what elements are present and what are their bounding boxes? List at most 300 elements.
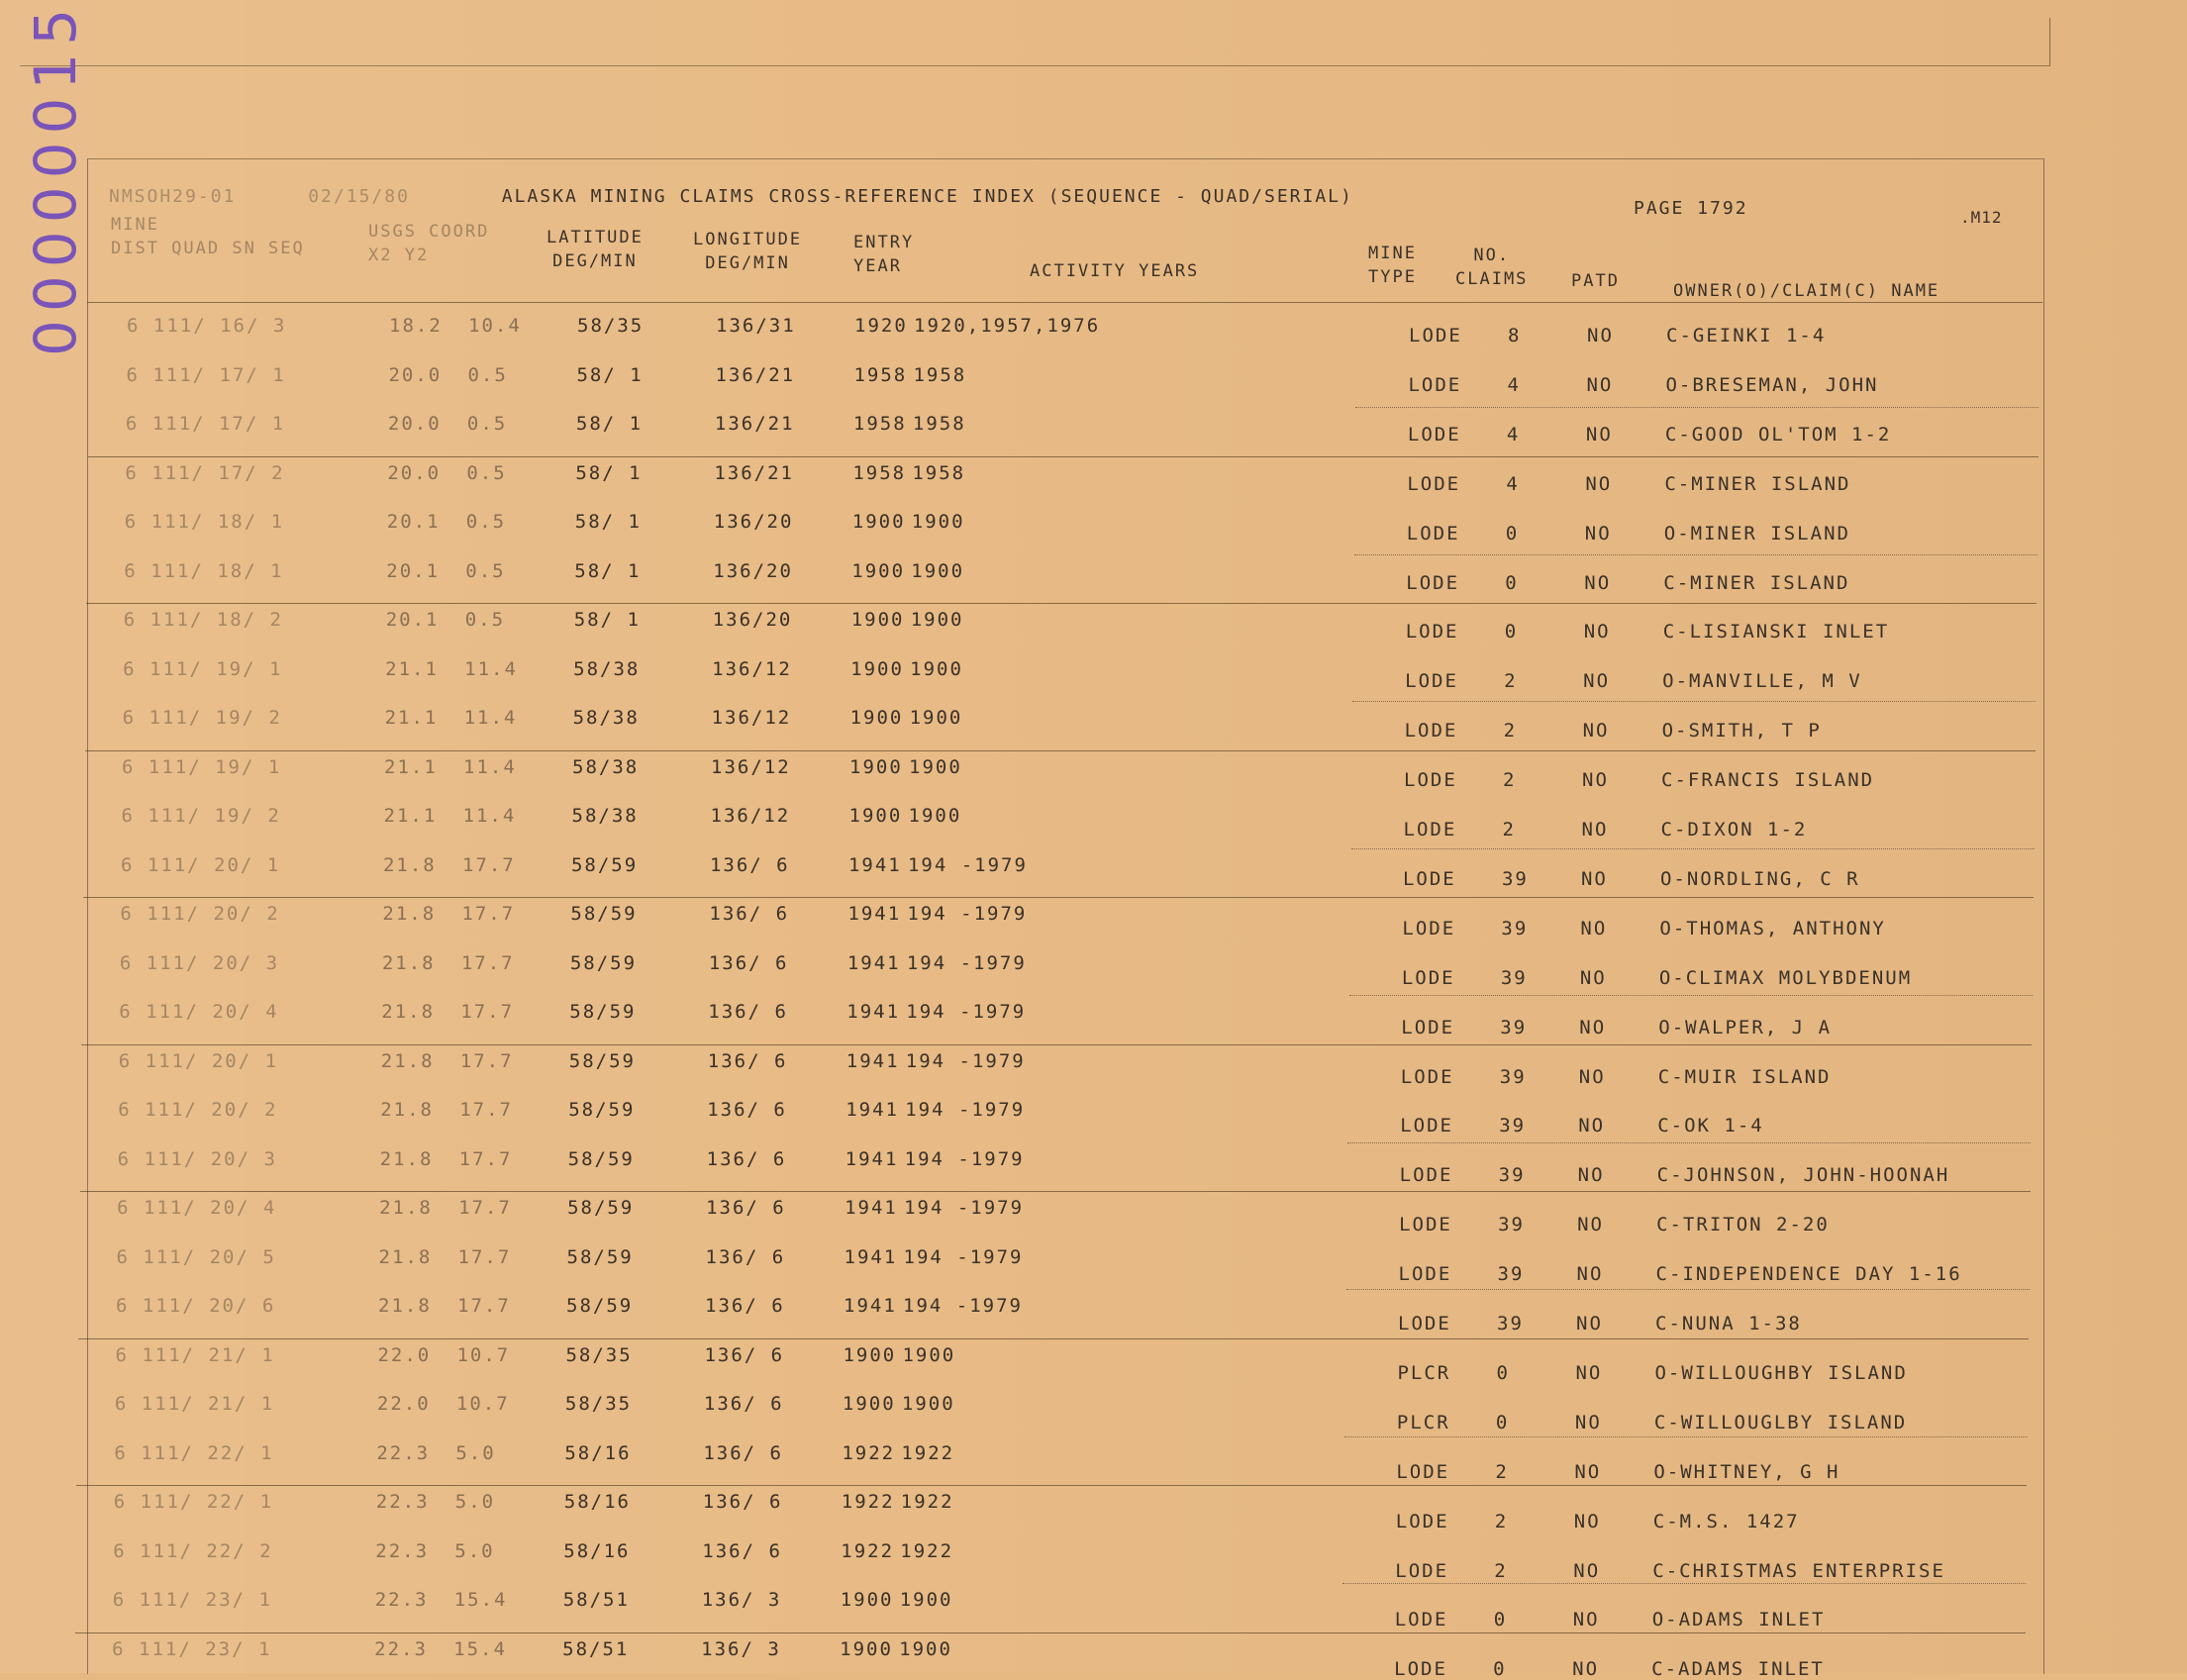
claims-count: 39: [1498, 1214, 1525, 1236]
patented: NO: [1573, 1559, 1601, 1582]
usgs-y2: 0.5: [466, 413, 508, 435]
col-claims-line2: CLAIMS: [1455, 269, 1529, 289]
usgs-x2: 20.0: [388, 363, 443, 386]
patented: NO: [1583, 670, 1611, 693]
activity-years: 1900: [901, 1393, 955, 1415]
table-row: [114, 1442, 2094, 1482]
owner-claim-name: O-NORDLING, C R: [1659, 867, 1860, 890]
longitude: 136/ 6: [707, 1049, 788, 1072]
col-usgs-line1: USGS COORD: [368, 222, 490, 242]
activity-years: 1900: [909, 755, 962, 778]
usgs-x2: 20.0: [387, 461, 442, 484]
longitude: 136/ 6: [708, 1001, 788, 1023]
page-code: .M12: [1960, 208, 2003, 227]
col-lat-line2: DEG/MIN: [552, 251, 638, 271]
longitude: 136/12: [711, 755, 791, 778]
row-rule: [86, 603, 2037, 604]
latitude: 58/ 1: [573, 609, 641, 631]
table-row: [122, 805, 2102, 844]
usgs-y2: 0.5: [464, 609, 506, 631]
mine-id: 6 111/ 17/ 1: [126, 363, 286, 386]
entry-year: 1900: [843, 1343, 897, 1366]
latitude: 58/35: [564, 1393, 633, 1415]
usgs-x2: 18.2: [389, 315, 443, 337]
mine-id: 6 111/ 20/ 3: [119, 951, 280, 974]
patented: NO: [1583, 621, 1611, 643]
row-dotted-rule: [1344, 1436, 2028, 1437]
patented: NO: [1574, 1411, 1602, 1433]
activity-years: 1958: [913, 363, 967, 386]
row-dotted-rule: [1342, 1583, 2026, 1584]
activity-years: 194 -1979: [903, 1295, 1023, 1317]
usgs-x2: 21.8: [382, 903, 437, 925]
latitude: 58/59: [570, 903, 638, 925]
owner-claim-name: C-NUNA 1-38: [1655, 1313, 1802, 1334]
activity-years: 194 -1979: [904, 1147, 1025, 1170]
mine-type: LODE: [1401, 1016, 1455, 1038]
usgs-x2: 21.8: [380, 1099, 434, 1121]
mine-type: PLCR: [1396, 1411, 1450, 1433]
usgs-x2: 21.8: [381, 1001, 436, 1023]
latitude: 58/59: [569, 951, 638, 974]
patented: NO: [1580, 867, 1608, 890]
owner-claim-name: O-WHITNEY, G H: [1653, 1460, 1840, 1483]
owner-claim-name: C-MINER ISLAND: [1664, 472, 1851, 495]
col-claims-line1: NO.: [1473, 246, 1511, 265]
row-dotted-rule: [1352, 701, 2036, 702]
latitude: 58/59: [570, 853, 639, 876]
table-row: [113, 1589, 2093, 1629]
mine-id: 6 111/ 20/ 4: [117, 1197, 277, 1219]
usgs-y2: 10.4: [468, 315, 522, 337]
mine-id: 6 111/ 17/ 1: [125, 413, 286, 435]
mine-id: 6 111/ 20/ 1: [120, 853, 281, 876]
longitude: 136/12: [710, 805, 791, 827]
mine-type: LODE: [1406, 522, 1460, 544]
owner-claim-name: C-ADAMS INLET: [1651, 1658, 1825, 1680]
usgs-y2: 0.5: [465, 511, 507, 533]
claims-count: 4: [1506, 423, 1521, 445]
patented: NO: [1585, 423, 1613, 445]
mine-id: 6 111/ 20/ 2: [120, 903, 280, 925]
table-row: [118, 1099, 2098, 1138]
entry-year: 1900: [850, 609, 905, 631]
usgs-x2: 21.1: [385, 657, 439, 680]
col-mine-line1: MINE: [111, 215, 159, 235]
mine-id: 6 111/ 18/ 2: [123, 609, 283, 631]
col-lon-line2: DEG/MIN: [705, 253, 790, 273]
mine-id: 6 111/ 18/ 1: [124, 511, 285, 533]
entry-year: 1941: [847, 903, 902, 925]
longitude: 136/21: [714, 413, 795, 435]
owner-claim-name: C-GEINKI 1-4: [1666, 325, 1827, 346]
mine-type: PLCR: [1397, 1361, 1451, 1384]
patented: NO: [1585, 472, 1613, 495]
patented: NO: [1584, 571, 1612, 594]
entry-year: 1900: [850, 657, 904, 680]
patented: NO: [1578, 1115, 1606, 1137]
usgs-y2: 17.7: [460, 951, 515, 974]
mine-type: LODE: [1404, 769, 1457, 792]
owner-claim-name: O-ADAMS INLET: [1651, 1609, 1826, 1631]
longitude: 136/21: [715, 363, 796, 386]
activity-years: 1922: [900, 1539, 954, 1562]
table-row: [114, 1491, 2094, 1531]
col-patd-head: PATD: [1571, 271, 1620, 291]
mine-type: LODE: [1399, 1214, 1452, 1236]
usgs-x2: 22.3: [376, 1441, 431, 1464]
mine-id: 6 111/ 21/ 1: [114, 1393, 275, 1415]
claims-count: 39: [1499, 1115, 1527, 1137]
claims-count: 0: [1496, 1361, 1510, 1384]
report-id: NMSOH29-01: [109, 186, 237, 207]
activity-years: 1920,1957,1976: [914, 315, 1101, 337]
usgs-x2: 21.8: [380, 1049, 435, 1072]
longitude: 136/31: [716, 315, 796, 337]
row-dotted-rule: [1351, 848, 2035, 849]
mine-id: 6 111/ 22/ 1: [114, 1441, 274, 1464]
usgs-y2: 10.7: [455, 1393, 510, 1415]
mine-type: LODE: [1409, 325, 1462, 346]
longitude: 136/ 6: [705, 1245, 786, 1268]
latitude: 58/ 1: [574, 559, 642, 582]
entry-year: 1920: [854, 315, 908, 337]
col-activity-head: ACTIVITY YEARS: [1030, 261, 1200, 281]
owner-claim-name: C-INDEPENDENCE DAY 1-16: [1655, 1263, 1962, 1286]
row-dotted-rule: [1347, 1142, 2031, 1143]
owner-claim-name: O-CLIMAX MOLYBDENUM: [1658, 966, 1913, 989]
entry-year: 1922: [841, 1539, 895, 1562]
mine-id: 6 111/ 20/ 2: [118, 1099, 278, 1121]
longitude: 136/ 6: [703, 1393, 784, 1415]
mine-type: LODE: [1400, 1115, 1453, 1137]
activity-years: 1922: [900, 1491, 954, 1513]
latitude: 58/59: [567, 1197, 635, 1219]
mine-type: LODE: [1402, 867, 1456, 890]
patented: NO: [1573, 1510, 1601, 1532]
claims-count: 0: [1505, 522, 1520, 544]
mine-id: 6 111/ 20/ 5: [116, 1245, 276, 1268]
mine-type: LODE: [1407, 423, 1461, 445]
usgs-y2: 15.4: [453, 1637, 507, 1660]
longitude: 136/ 6: [705, 1295, 785, 1317]
activity-years: 1900: [899, 1637, 952, 1660]
longitude: 136/20: [713, 511, 794, 533]
longitude: 136/ 6: [709, 903, 790, 925]
latitude: 58/ 1: [575, 461, 643, 484]
mine-id: 6 111/ 18/ 1: [124, 559, 284, 582]
table-row: [115, 1393, 2095, 1433]
longitude: 136/ 6: [702, 1491, 783, 1513]
latitude: 58/ 1: [576, 363, 644, 386]
owner-claim-name: C-TRITON 2-20: [1656, 1214, 1830, 1236]
usgs-y2: 0.5: [465, 559, 506, 582]
patented: NO: [1577, 1214, 1604, 1236]
row-rule: [80, 1191, 2031, 1192]
latitude: 58/ 1: [575, 413, 644, 435]
mine-type: LODE: [1401, 966, 1455, 989]
entry-year: 1958: [853, 363, 908, 386]
mine-type: LODE: [1400, 1065, 1454, 1088]
col-usgs-line2: X2 Y2: [368, 246, 430, 265]
table-row: [118, 1148, 2098, 1188]
usgs-x2: 20.1: [385, 609, 440, 631]
claims-count: 39: [1497, 1263, 1525, 1286]
claims-count: 2: [1494, 1510, 1509, 1532]
entry-year: 1900: [851, 511, 906, 533]
entry-year: 1900: [848, 805, 903, 827]
entry-year: 1941: [844, 1295, 897, 1317]
table-row: [127, 315, 2107, 354]
entry-year: 1941: [845, 1049, 900, 1072]
usgs-x2: 21.8: [378, 1295, 432, 1317]
latitude: 58/59: [568, 1049, 636, 1072]
entry-year: 1900: [840, 1637, 893, 1660]
latitude: 58/35: [565, 1343, 633, 1366]
activity-years: 1900: [911, 559, 965, 582]
table-row: [122, 756, 2102, 796]
activity-years: 1900: [910, 609, 964, 631]
latitude: 58/51: [562, 1637, 630, 1660]
mine-type: LODE: [1407, 472, 1461, 495]
table-row: [126, 413, 2106, 452]
mine-id: 6 111/ 16/ 3: [127, 315, 287, 337]
latitude: 58/16: [563, 1491, 631, 1513]
mine-type: LODE: [1402, 917, 1456, 939]
usgs-x2: 21.8: [378, 1245, 433, 1268]
usgs-y2: 17.7: [458, 1197, 512, 1219]
patented: NO: [1581, 819, 1609, 840]
activity-years: 1958: [912, 461, 966, 484]
table-row: [123, 707, 2103, 746]
mine-id: 6 111/ 23/ 1: [112, 1589, 272, 1611]
table-row: [113, 1540, 2093, 1580]
usgs-x2: 21.8: [381, 951, 436, 974]
latitude: 58/59: [566, 1295, 634, 1317]
row-rule: [83, 897, 2034, 898]
longitude: 136/ 6: [709, 853, 790, 876]
claims-count: 4: [1507, 373, 1521, 396]
patented: NO: [1576, 1313, 1603, 1334]
claims-count: 2: [1494, 1559, 1508, 1582]
entry-year: 1958: [852, 413, 907, 435]
activity-years: 194 -1979: [906, 1001, 1027, 1023]
latitude: 58/59: [566, 1245, 634, 1268]
activity-years: 194 -1979: [904, 1197, 1025, 1219]
usgs-y2: 5.0: [454, 1539, 495, 1562]
mine-id: 6 111/ 23/ 1: [112, 1637, 272, 1660]
report-date: 02/15/80: [308, 186, 410, 207]
patented: NO: [1578, 1065, 1606, 1088]
owner-claim-name: O-SMITH, T P: [1661, 720, 1822, 742]
usgs-y2: 17.7: [459, 1099, 513, 1121]
mine-id: 6 111/ 20/ 3: [117, 1147, 277, 1170]
mine-id: 6 111/ 20/ 6: [116, 1295, 276, 1317]
usgs-y2: 17.7: [459, 1049, 514, 1072]
col-mine-line2: DIST QUAD SN SEQ: [111, 239, 305, 258]
row-rule: [78, 1338, 2029, 1339]
longitude: 136/ 3: [701, 1589, 782, 1611]
table-row: [112, 1638, 2092, 1678]
patented: NO: [1580, 917, 1608, 939]
claims-count: 8: [1508, 325, 1522, 346]
usgs-y2: 5.0: [454, 1491, 496, 1513]
table-row: [117, 1197, 2097, 1236]
mine-type: LODE: [1394, 1609, 1448, 1631]
owner-claim-name: C-M.S. 1427: [1652, 1510, 1800, 1532]
mine-id: 6 111/ 21/ 1: [115, 1343, 275, 1366]
row-dotted-rule: [1355, 407, 2038, 408]
owner-claim-name: C-JOHNSON, JOHN-HOONAH: [1656, 1164, 1950, 1187]
claims-count: 39: [1499, 1065, 1527, 1088]
mine-type: LODE: [1396, 1460, 1450, 1483]
usgs-x2: 22.3: [375, 1491, 430, 1513]
usgs-x2: 21.8: [379, 1197, 433, 1219]
activity-years: 194 -1979: [907, 903, 1028, 925]
entry-year: 1900: [842, 1393, 896, 1415]
patented: NO: [1582, 769, 1609, 792]
owner-claim-name: O-WALPER, J A: [1658, 1016, 1833, 1038]
usgs-x2: 21.8: [379, 1147, 434, 1170]
claims-count: 39: [1501, 867, 1529, 890]
longitude: 136/20: [712, 609, 793, 631]
usgs-y2: 11.4: [462, 805, 517, 827]
table-row: [124, 609, 2104, 648]
usgs-y2: 17.7: [461, 903, 516, 925]
usgs-x2: 21.1: [383, 805, 438, 827]
usgs-x2: 22.0: [377, 1343, 432, 1366]
entry-year: 1922: [842, 1441, 896, 1464]
owner-claim-name: C-CHRISTMAS ENTERPRISE: [1652, 1559, 1945, 1582]
activity-years: 194 -1979: [905, 1049, 1026, 1072]
patented: NO: [1576, 1263, 1604, 1286]
row-rule: [75, 1632, 2026, 1633]
claims-count: 39: [1498, 1164, 1526, 1187]
usgs-y2: 0.5: [466, 461, 507, 484]
usgs-y2: 17.7: [460, 1001, 515, 1023]
owner-claim-name: C-GOOD OL'TOM 1-2: [1664, 423, 1892, 445]
col-type-line2: TYPE: [1368, 267, 1417, 287]
latitude: 58/38: [573, 657, 641, 680]
usgs-y2: 11.4: [463, 755, 517, 778]
usgs-x2: 21.1: [384, 755, 438, 778]
row-dotted-rule: [1349, 995, 2033, 996]
table-row: [125, 462, 2105, 502]
latitude: 58/38: [571, 805, 639, 827]
mine-type: LODE: [1398, 1313, 1451, 1334]
owner-claim-name: O-WILLOUGHBY ISLAND: [1654, 1361, 1908, 1384]
claims-count: 0: [1495, 1411, 1510, 1433]
claims-count: 0: [1505, 571, 1519, 594]
entry-year: 1941: [845, 1197, 898, 1219]
claims-count: 39: [1501, 917, 1529, 939]
claims-count: 39: [1500, 966, 1528, 989]
mine-type: LODE: [1405, 670, 1458, 693]
latitude: 58/38: [572, 707, 640, 729]
activity-years: 1900: [908, 805, 962, 827]
owner-claim-name: O-THOMAS, ANTHONY: [1659, 917, 1886, 939]
row-rule: [76, 1485, 2027, 1486]
table-row: [115, 1344, 2095, 1384]
entry-year: 1900: [840, 1589, 894, 1611]
table-row: [117, 1246, 2097, 1286]
usgs-y2: 17.7: [458, 1147, 513, 1170]
longitude: 136/20: [713, 559, 793, 582]
page-stamp: 00000015: [22, 0, 89, 356]
activity-years: 1900: [909, 707, 963, 729]
entry-year: 1900: [851, 559, 906, 582]
patented: NO: [1587, 325, 1614, 346]
activity-years: 1922: [901, 1441, 955, 1464]
patented: NO: [1584, 522, 1612, 544]
mine-type: LODE: [1394, 1658, 1447, 1680]
mine-id: 6 111/ 19/ 2: [122, 707, 282, 729]
activity-years: 194 -1979: [903, 1245, 1024, 1268]
mine-type: LODE: [1408, 373, 1462, 396]
patented: NO: [1572, 1658, 1600, 1680]
mine-type: LODE: [1406, 571, 1460, 594]
claims-count: 0: [1493, 1658, 1507, 1680]
owner-claim-name: O-BRESEMAN, JOHN: [1665, 373, 1879, 396]
patented: NO: [1582, 720, 1610, 742]
longitude: 136/ 3: [701, 1637, 781, 1660]
table-row: [119, 1050, 2099, 1090]
page-number: PAGE 1792: [1634, 198, 1748, 219]
table-row: [120, 952, 2100, 992]
latitude: 58/59: [568, 1099, 636, 1121]
mine-id: 6 111/ 19/ 1: [123, 657, 283, 680]
mine-id: 6 111/ 19/ 1: [122, 755, 282, 778]
col-type-line1: MINE: [1368, 244, 1417, 263]
mine-type: LODE: [1399, 1164, 1453, 1187]
table-row: [126, 364, 2106, 404]
usgs-y2: 11.4: [463, 707, 518, 729]
mine-id: 6 111/ 19/ 2: [121, 805, 281, 827]
col-lon-line1: LONGITUDE: [693, 230, 803, 249]
claims-count: 2: [1504, 670, 1518, 693]
row-rule: [88, 456, 2038, 457]
col-entry-line1: ENTRY: [853, 233, 915, 252]
entry-year: 1922: [841, 1491, 895, 1513]
mine-type: LODE: [1403, 819, 1457, 840]
mine-type: LODE: [1405, 621, 1459, 643]
owner-claim-name: C-MUIR ISLAND: [1657, 1065, 1832, 1088]
usgs-x2: 22.3: [375, 1539, 430, 1562]
entry-year: 1941: [846, 951, 901, 974]
owner-claim-name: C-DIXON 1-2: [1660, 819, 1808, 840]
patented: NO: [1575, 1361, 1603, 1384]
owner-claim-name: C-LISIANSKI INLET: [1662, 621, 1890, 643]
mine-type: LODE: [1395, 1510, 1449, 1532]
row-rule: [85, 750, 2036, 751]
owner-claim-name: C-OK 1-4: [1657, 1115, 1764, 1137]
usgs-x2: 22.0: [376, 1393, 431, 1415]
activity-years: 1900: [902, 1343, 956, 1366]
table-row: [124, 560, 2104, 600]
latitude: 58/51: [562, 1589, 630, 1611]
owner-claim-name: O-MINER ISLAND: [1663, 522, 1850, 544]
claims-count: 2: [1503, 720, 1518, 742]
owner-claim-name: C-MINER ISLAND: [1663, 571, 1850, 594]
claims-count: 39: [1497, 1313, 1524, 1334]
usgs-y2: 11.4: [464, 657, 518, 680]
entry-year: 1958: [852, 461, 907, 484]
longitude: 136/ 6: [703, 1441, 783, 1464]
row-dotted-rule: [1354, 554, 2038, 555]
owner-claim-name: C-FRANCIS ISLAND: [1661, 769, 1875, 792]
mine-id: 6 111/ 22/ 1: [113, 1491, 274, 1513]
activity-years: 194 -1979: [907, 853, 1028, 876]
